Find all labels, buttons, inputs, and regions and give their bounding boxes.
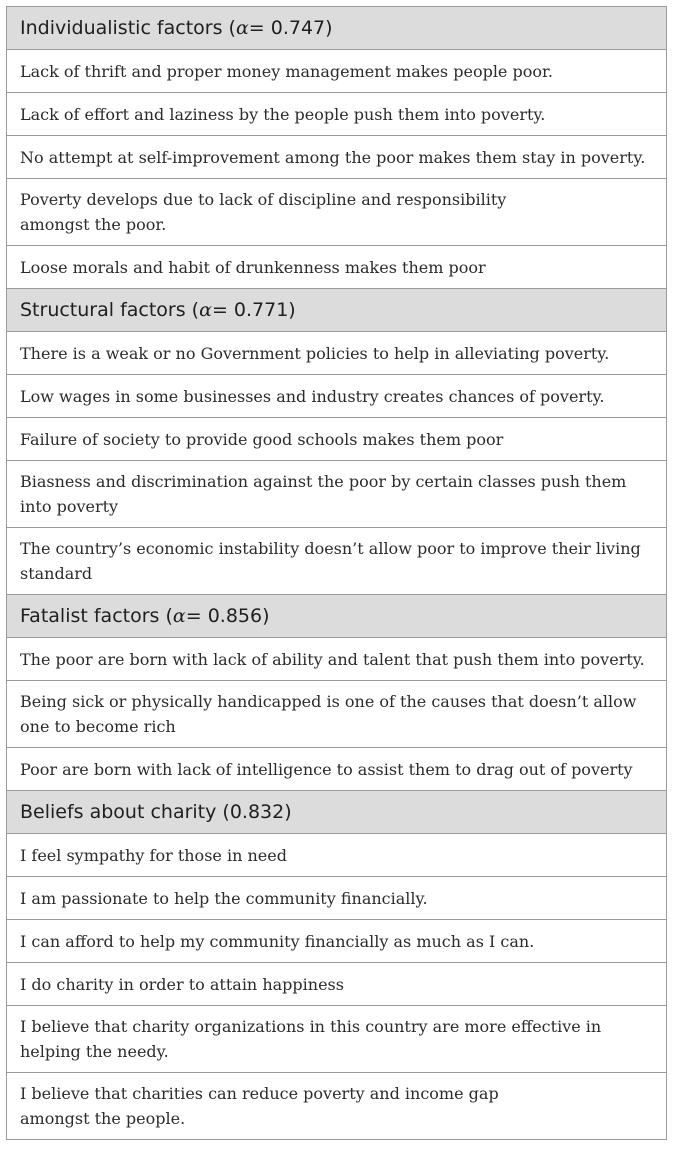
- table-row: [7, 1073, 666, 1140]
- item-text: I do charity in order to attain happiness: [20, 974, 344, 994]
- item-text: The poor are born with lack of ability and talent that push them into poverty.: [20, 649, 645, 669]
- item-text: Lack of effort and laziness by the people push them into poverty.: [20, 104, 546, 124]
- section-heading-individualistic: [7, 7, 666, 50]
- item-text: No attempt at self-improvement among the poor makes them stay in poverty.: [20, 147, 646, 167]
- item-text: Failure of society to provide good schools makes them poor: [20, 429, 504, 449]
- table-row: [7, 136, 666, 179]
- table-row: [7, 528, 666, 595]
- item-text: I can afford to help my community financially as much as I can.: [20, 931, 535, 951]
- table-row: [7, 748, 666, 791]
- section-heading-structural: [7, 289, 666, 332]
- heading-suffix: = 0.771): [211, 298, 296, 321]
- heading-prefix: Individualistic factors (: [20, 16, 236, 39]
- table-row: [7, 418, 666, 461]
- item-text: Lack of thrift and proper money management makes people poor.: [20, 61, 553, 81]
- alpha-symbol: α: [235, 16, 249, 39]
- table-row: [7, 179, 666, 246]
- table-row: [7, 920, 666, 963]
- item-text: I feel sympathy for those in need: [20, 845, 287, 865]
- heading-prefix: Fatalist factors (: [20, 604, 173, 627]
- item-text: There is a weak or no Government policies to help in alleviating poverty.: [20, 343, 610, 363]
- table-row: [7, 834, 666, 877]
- item-text: Loose morals and habit of drunkenness makes them poor: [20, 257, 486, 277]
- table-row: [7, 375, 666, 418]
- item-text: Biasness and discrimination against the poor by certain classes push them into poverty: [20, 472, 627, 516]
- item-text: Poor are born with lack of intelligence to assist them to drag out of poverty: [20, 759, 633, 779]
- alpha-symbol: α: [199, 298, 212, 321]
- table-row: [7, 246, 666, 289]
- section-heading-fatalist: [7, 595, 666, 638]
- item-text: Low wages in some businesses and industry creates chances of poverty.: [20, 386, 605, 406]
- table-row: [7, 877, 666, 920]
- heading-suffix: = 0.856): [185, 604, 270, 627]
- item-text: I believe that charity organizations in this country are more effective in helping the needy.: [20, 1017, 602, 1061]
- item-text: The country’s economic instability doesn’t allow poor to improve their living standard: [20, 539, 641, 583]
- section-heading-charity: [7, 791, 666, 834]
- table-row: [7, 1006, 666, 1073]
- alpha-symbol: α: [172, 604, 186, 627]
- table-row: [7, 50, 666, 93]
- table-row: [7, 963, 666, 1006]
- heading-prefix: Beliefs about charity (0.832): [20, 800, 292, 823]
- table-row: [7, 461, 666, 528]
- table-row: [7, 638, 666, 681]
- item-text: I believe that charities can reduce poverty and income gap amongst the people.: [20, 1084, 499, 1128]
- item-text: Poverty develops due to lack of discipline and responsibility amongst the poor.: [20, 190, 507, 234]
- items-table: [6, 6, 667, 1140]
- table-row: [7, 332, 666, 375]
- heading-prefix: Structural factors (: [20, 298, 200, 321]
- heading-suffix: = 0.747): [248, 16, 333, 39]
- table-row: [7, 681, 666, 748]
- item-text: I am passionate to help the community financially.: [20, 888, 428, 908]
- table-row: [7, 93, 666, 136]
- item-text: Being sick or physically handicapped is one of the causes that doesn’t allow one to become rich: [20, 692, 637, 736]
